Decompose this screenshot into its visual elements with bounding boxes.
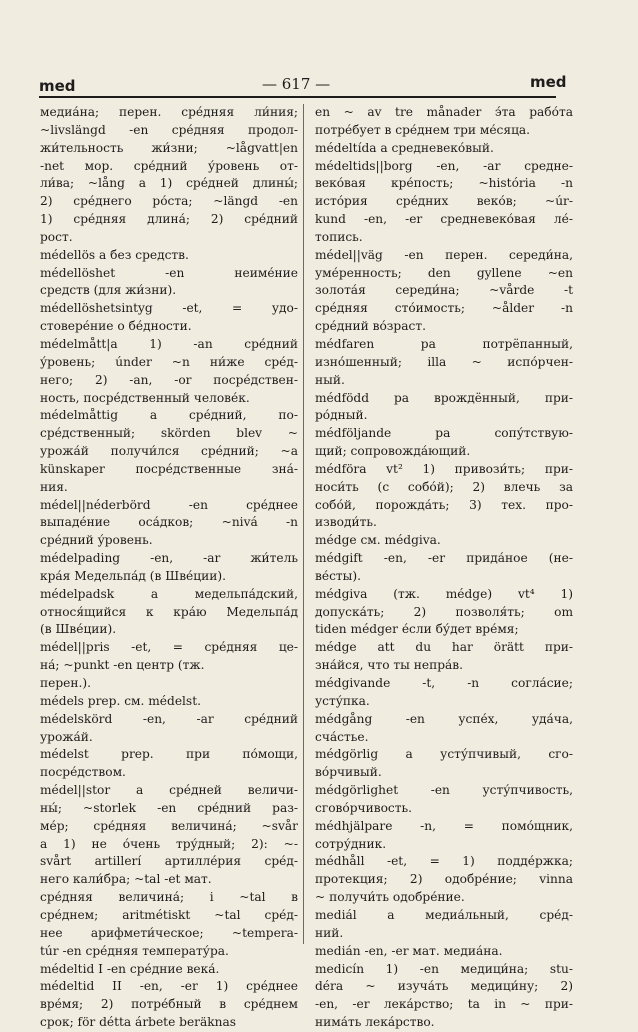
left-column-line: médelmått|a 1) -an сре́дний <box>40 336 298 351</box>
left-column-line: médelst prep. при по́мощи, <box>40 747 298 762</box>
left-column-line: сре́дний у́ровень. <box>40 533 153 548</box>
left-column-line: перен.). <box>40 676 91 690</box>
header-guide-word-right: med <box>530 73 567 91</box>
left-column-line: médelpadsk a медельпа́дский, <box>40 586 298 601</box>
right-column-line: ний. <box>315 925 344 940</box>
left-column-line: него кали́бра; ~tal -et мат. <box>40 872 212 887</box>
right-column-line: médfaren pa потрёпанный, <box>315 336 573 351</box>
right-column-line: médgift -en, -er прида́ное (не- <box>315 551 573 566</box>
left-column-line: médeltid II -en, -er 1) сре́днее <box>40 979 298 994</box>
right-column-line: médgång -en успе́х, уда́ча, <box>315 711 573 726</box>
left-column-line: жи́тельность жи́зни; ~lågvatt|en <box>40 140 298 155</box>
right-column-line: en ~ av tre månader э́та рабо́та <box>315 105 573 119</box>
right-column-line: médgörlighet -en усту́пчивость, <box>315 783 573 798</box>
right-column-line: протекция; 2) одобре́ние; vinna <box>315 872 573 887</box>
left-column-line: сре́дняя величина́; i ~tal в <box>40 890 298 905</box>
left-column-line: -net мор. сре́дний у́ровень от- <box>40 158 298 173</box>
right-column-line: изно́шенный; illa ~ испо́рчен- <box>315 354 573 369</box>
right-column-line: изводи́ть. <box>315 515 377 530</box>
right-column-line: сре́дняя сто́имость; ~ålder -n <box>315 301 573 316</box>
left-column-line: стовере́ние о бе́дности. <box>40 319 192 334</box>
left-column-line: урожа́й. <box>40 729 93 744</box>
right-column-line: médgörlig a усту́пчивый, сго- <box>315 747 573 762</box>
right-column-line: médfödd pa врождённый, при- <box>315 390 573 405</box>
left-column-line: médellöshetsintyg -et, = удо- <box>40 301 298 316</box>
left-column-line: médeltid I -en сре́дние века́. <box>40 961 220 976</box>
left-column-line: svårt artillerí артилле́рия сре́д- <box>40 854 298 869</box>
left-column-line: кра́я Медельпа́д (в Шве́ции). <box>40 568 226 583</box>
right-column-line: médel||väg -en перен. середи́на, <box>315 247 573 262</box>
left-column-line: 1) сре́дняя длина́; 2) сре́дний <box>40 212 298 227</box>
left-column-line: médel||néderbörd -en сре́днее <box>40 497 298 512</box>
right-column-line: носи́ть (с собо́й); 2) влечь за <box>315 479 573 494</box>
right-column-line: médföra vt² 1) привози́ть; при- <box>315 461 573 476</box>
left-column-line: на́; ~punkt -en центр (тж. <box>40 658 205 673</box>
right-column-line: medicín 1) -en медици́на; stu- <box>315 961 573 976</box>
right-column-line: сгово́рчивость. <box>315 800 413 815</box>
right-column-line: mediál a медиа́льный, сре́д- <box>315 907 573 922</box>
left-column-line: сре́днем; aritmétiskt ~tal сре́д- <box>40 907 298 922</box>
right-column-line: собо́й, порожда́ть; 3) тех. про- <box>315 497 573 512</box>
right-column-line: сча́стье. <box>315 729 369 744</box>
column-divider <box>303 104 304 944</box>
page-number: — 617 — <box>262 75 331 93</box>
left-column-line: вре́мя; 2) потре́бный в сре́днем <box>40 997 298 1012</box>
left-column-line: у́ровень; únder ~n ни́же сре́д- <box>40 354 298 369</box>
right-column-line: médgivande -t, -n согла́сие; <box>315 676 573 690</box>
left-column-line: ны́; ~storlek -en сре́дний раз- <box>40 800 298 815</box>
left-column-line: ~livslängd -en сре́дняя продол- <box>40 122 298 137</box>
right-column-line: médge att du har örätt при- <box>315 640 573 655</box>
right-column-line: médge см. médgiva. <box>315 533 441 548</box>
left-column-line: срок; för détta árbete beräknas <box>40 1015 237 1030</box>
left-column-line: médel||stor a сре́дней величи- <box>40 783 298 798</box>
right-column-line: исто́рия сре́дних веко́в; ~úr- <box>315 194 573 209</box>
right-column-line: médgiva (тж. médge) vt⁴ 1) <box>315 586 573 601</box>
right-column-line: щий; сопровожда́ющий. <box>315 444 471 459</box>
right-column-line: сотру́дник. <box>315 836 387 851</box>
left-column-line: рост. <box>40 229 73 244</box>
right-column-line: усту́пка. <box>315 693 370 708</box>
left-column-line: нее арифмети́ческое; ~tempera- <box>40 925 298 940</box>
right-column-line: золота́я середи́на; ~vårde -t <box>315 283 573 298</box>
left-column-line: túr -en сре́дняя температу́ра. <box>40 943 229 958</box>
left-column <box>40 104 298 1032</box>
right-column-line: ро́дный. <box>315 408 368 423</box>
right-column-line: во́рчивый. <box>315 765 382 780</box>
left-column-line: средств (для жи́зни). <box>40 283 177 298</box>
right-column-line: потре́бует в сре́днем три ме́сяца. <box>315 122 531 137</box>
right-column-line: kund -en, -er средневеко́вая ле́- <box>315 212 573 227</box>
left-column-line: ме́р; сре́дняя величина́; ~svår <box>40 818 298 833</box>
right-column-line: уме́ренность; den gyllene ~en <box>315 265 573 280</box>
right-column-line: médhjälpare -n, = помо́щник, <box>315 818 573 833</box>
left-column-line: медиа́на; перен. сре́дняя ли́ния; <box>40 105 298 119</box>
left-column-line: médelpading -en, -ar жи́тель <box>40 551 298 566</box>
right-column-line: tiden médger е́сли бу́дет вре́мя; <box>315 622 519 637</box>
right-column-line: допуска́ть; 2) позволя́ть; om <box>315 604 573 619</box>
left-column-line: ли́ва; ~lång a 1) сре́дней длины́; <box>40 176 298 191</box>
left-column-line: (в Шве́ции). <box>40 622 117 637</box>
right-column-line: -en, -er лека́рство; ta in ~ при- <box>315 997 573 1012</box>
header-guide-word-left: med <box>39 77 76 95</box>
right-column-line: ве́сты). <box>315 568 361 583</box>
right-column-line: déra ~ изуча́ть медици́ну; 2) <box>315 979 573 994</box>
left-column-line: сре́дственный; skörden blev ~ <box>40 426 298 441</box>
left-column-line: médellöshet -en неиме́ние <box>40 265 298 280</box>
right-column-line: médeltids||borg -en, -ar средне- <box>315 158 573 173</box>
right-column-line: médhåll -et, = 1) подде́ржка; <box>315 854 573 869</box>
left-column-line: médellös a без средств. <box>40 247 189 262</box>
left-column-line: médel||pris -et, = сре́дняя це- <box>40 640 298 655</box>
right-column-line: веко́вая кре́пость; ~história -n <box>315 176 573 191</box>
right-column-line: сре́дний во́зраст. <box>315 319 426 334</box>
left-column-line: a 1) не о́чень тру́дный; 2): ~- <box>40 836 298 851</box>
right-column-line: зна́йся, что ты непра́в. <box>315 658 464 673</box>
left-column-line: выпаде́ние оса́дков; ~nivá -n <box>40 515 298 530</box>
right-column-line: нима́ть лека́рство. <box>315 1015 435 1030</box>
left-column-line: künskaper посре́дственные зна́- <box>40 461 298 476</box>
left-column-line: médelmåttig a сре́дний, по- <box>40 408 298 423</box>
right-column-line: ~ получи́ть одобре́ние. <box>315 890 465 905</box>
right-column-line: топись. <box>315 229 363 244</box>
left-column-line: посре́дством. <box>40 765 126 780</box>
left-column-line: относя́щийся к кра́ю Медельпа́д <box>40 604 298 619</box>
left-column-line: médels prep. см. médelst. <box>40 693 201 708</box>
right-column <box>315 104 573 1032</box>
left-column-line: ния. <box>40 479 68 494</box>
right-column-line: médeltída a средневеко́вый. <box>315 140 494 155</box>
left-column-line: 2) сре́днего ро́ста; ~längd -en <box>40 194 298 209</box>
right-column-line: ный. <box>315 372 345 387</box>
right-column-line: médföljande pa сопу́тствую- <box>315 426 573 441</box>
left-column-line: médelskörd -en, -ar сре́дний <box>40 711 298 726</box>
header-rule <box>39 96 556 98</box>
left-column-line: урожа́й получи́лся сре́дний; ~a <box>40 444 298 459</box>
left-column-line: ность, посре́дственный челове́к. <box>40 390 250 405</box>
right-column-line: medián -en, -er мат. медиа́на. <box>315 943 503 958</box>
left-column-line: него; 2) -an, -or посре́дствен- <box>40 372 298 387</box>
